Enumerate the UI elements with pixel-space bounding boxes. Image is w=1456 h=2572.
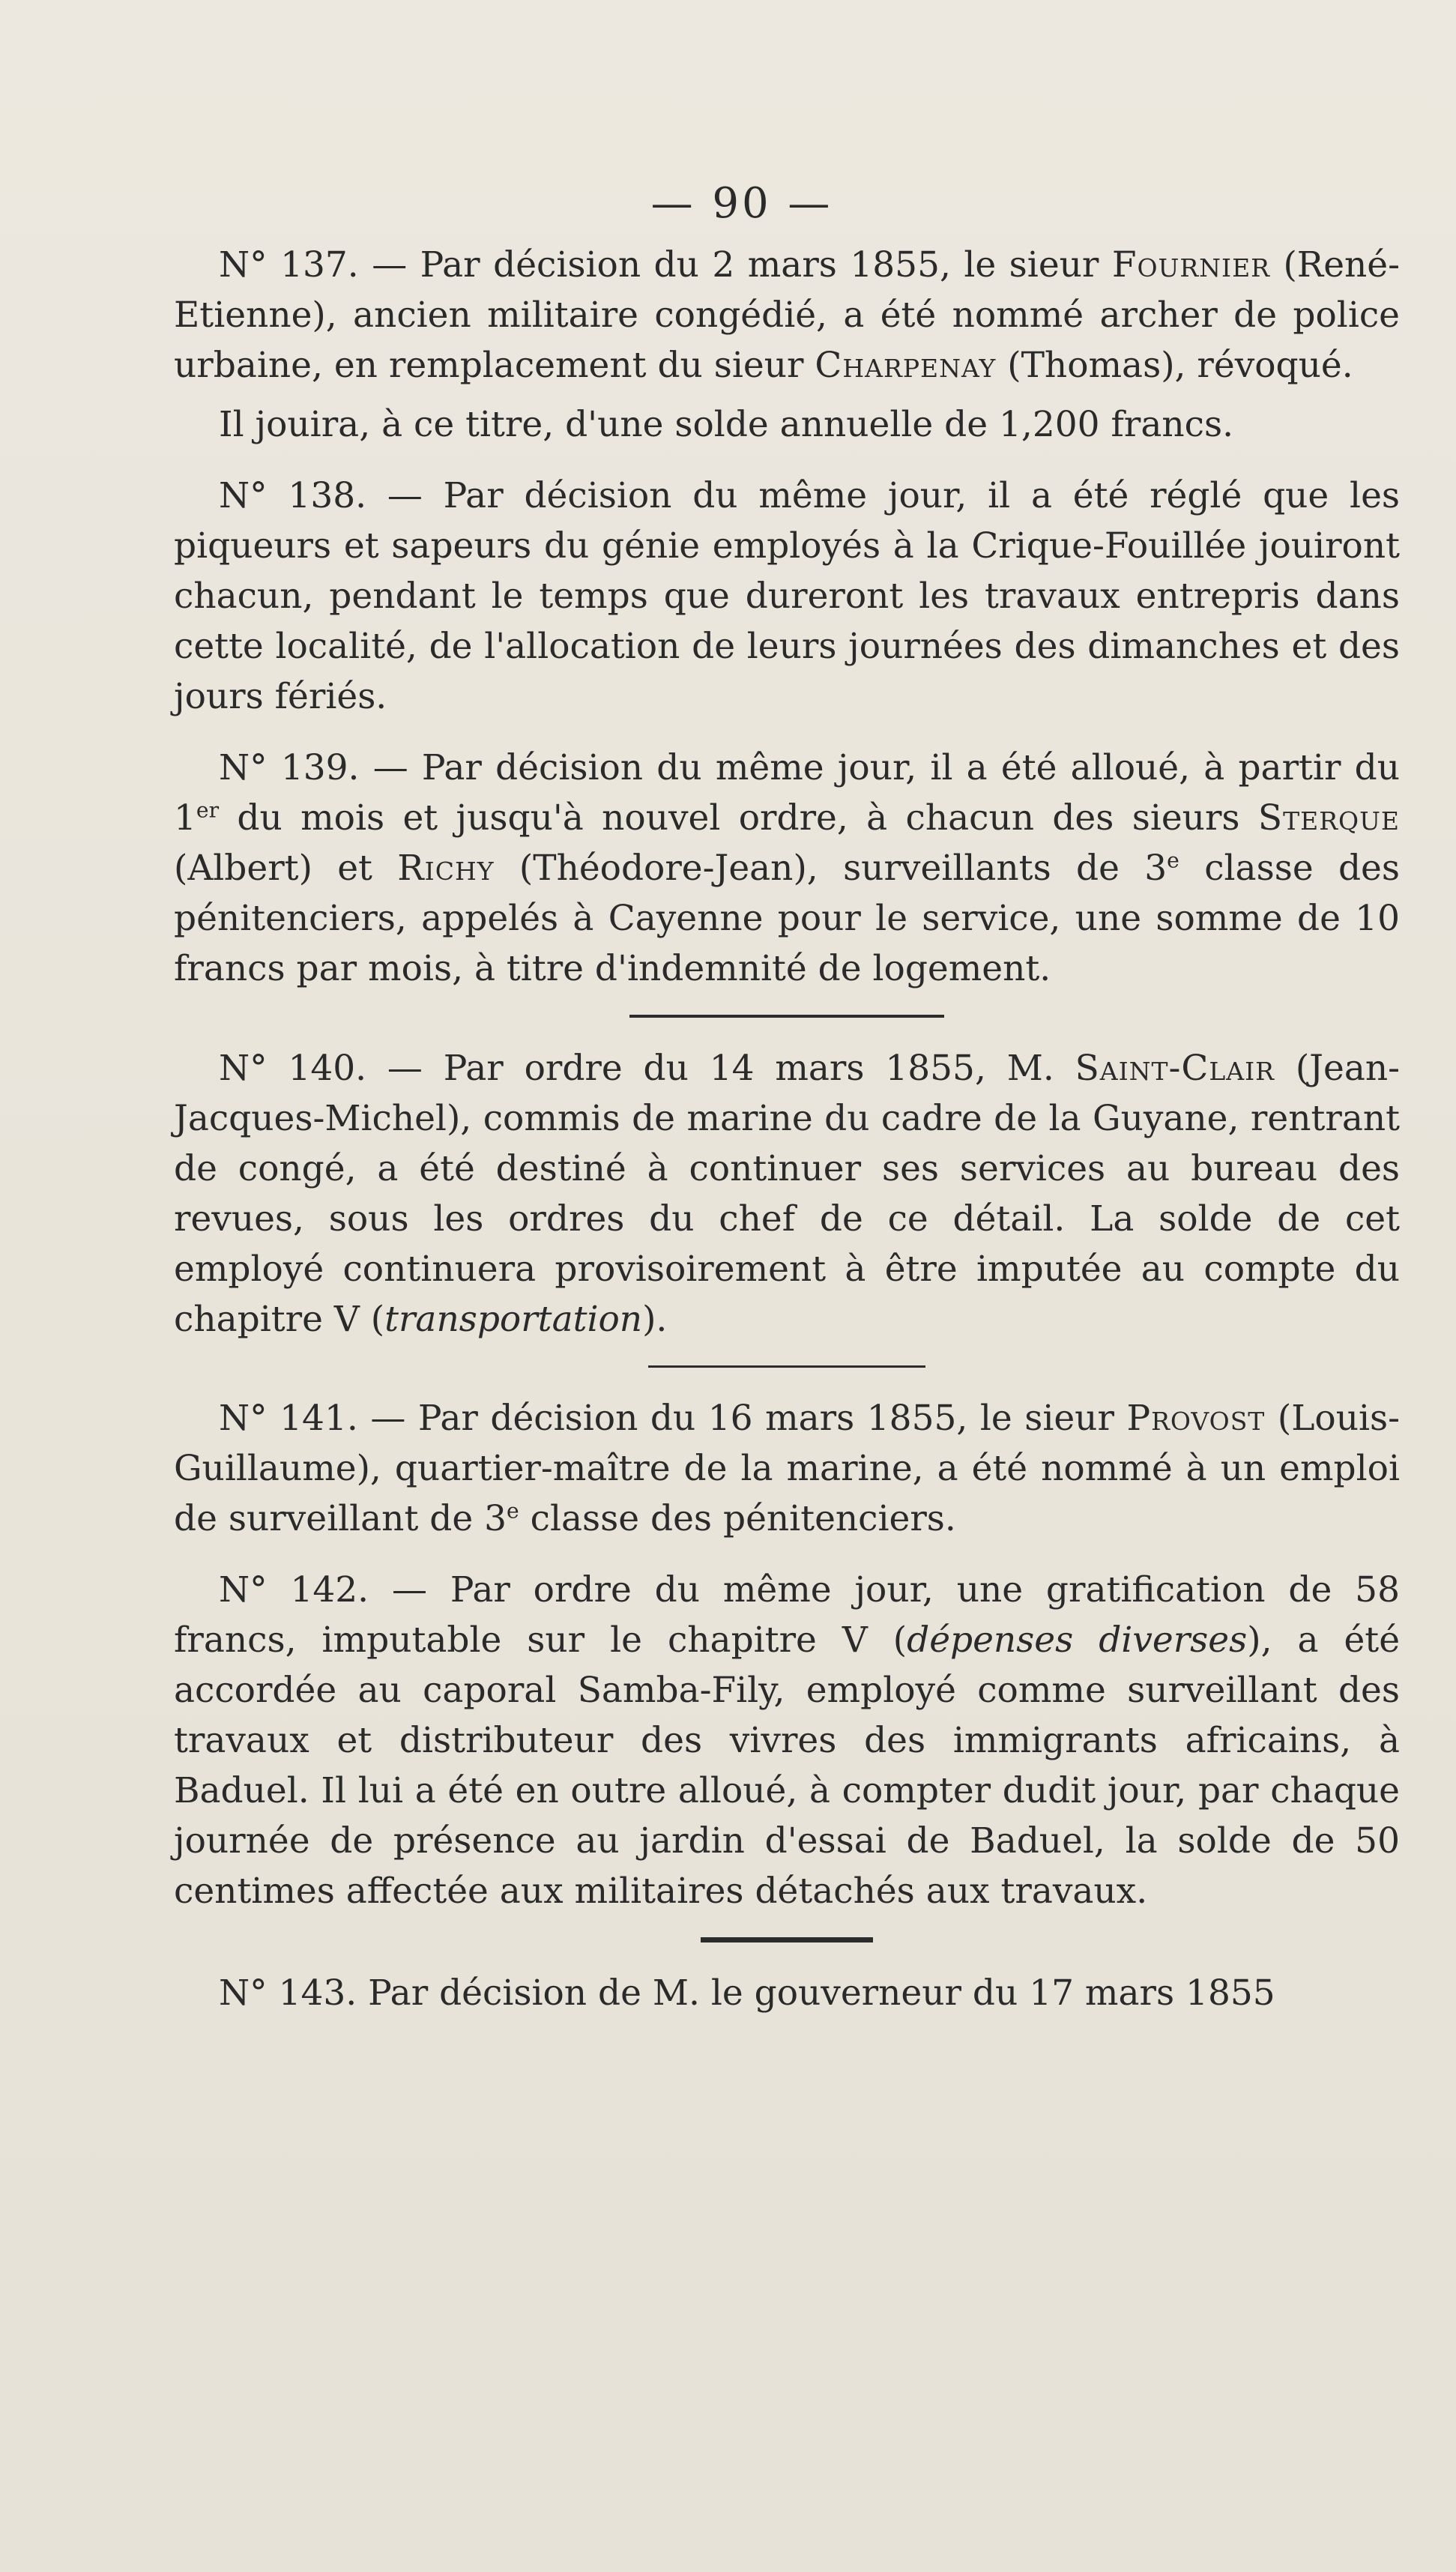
entry-141: N° 141. — Par décision du 16 mars 1855, le sieur Provost (Louis-Guillaume), quartier-maître de la marine, a été nommé à un emploi de surveillant de 3e classe des pénitenciers. xyxy=(174,1398,1400,1539)
section-divider xyxy=(629,1015,944,1018)
entry-137: N° 137. — Par décision du 2 mars 1855, le sieur Fournier (René-Etienne), ancien militaire congédié, a été nommé archer de police urbaine, en remplacement du sieur Charpenay (Thomas), révoqué. xyxy=(174,244,1400,386)
person-name: Charpenay xyxy=(815,345,997,386)
person-name: Provost xyxy=(1126,1398,1266,1439)
entry-number: N° 140. xyxy=(219,1048,367,1089)
section-divider xyxy=(701,1937,873,1942)
entry-138: N° 138. — Par décision du même jour, il a été réglé que les piqueurs et sapeurs du génie employés à la Crique-Fouillée jouiront chacun, pendant le temps que dureront les travaux entrepris dans cette localité, de l'allocation de leurs journées des dimanches et des jours fériés. xyxy=(174,475,1400,717)
page-content xyxy=(174,174,1400,2018)
entry-number: N° 137. xyxy=(219,244,359,286)
section-divider xyxy=(648,1365,925,1368)
entry-number: N° 138. xyxy=(219,475,367,516)
entry-139: N° 139. — Par décision du même jour, il a été alloué, à partir du 1er du mois et jusqu'à nouvel ordre, à chacun des sieurs Sterque (Albert) et Richy (Théodore-Jean), surveillants de 3e classe des pénitenciers, appelés à Cayenne pour le service, une somme de 10 francs par mois, à titre d'indemnité de logement. xyxy=(174,747,1400,989)
entry-142: N° 142. — Par ordre du même jour, une gratification de 58 francs, imputable sur le chapitre V (dépenses diverses), a été accordée au caporal Samba-Fily, employé comme surveillant des travaux et distributeur des vivres des immigrants africains, à Baduel. Il lui a été en outre alloué, à compter dudit jour, par chaque journée de présence au jardin d'essai de Baduel, la solde de 50 centimes affectée aux militaires détachés aux travaux. xyxy=(174,1569,1401,1912)
entry-137-note: Il jouira, à ce titre, d'une solde annuelle de 1,200 francs. xyxy=(219,404,1234,445)
entry-140: N° 140. — Par ordre du 14 mars 1855, M. Saint-Clair (Jean-Jacques-Michel), commis de marine du cadre de la Guyane, rentrant de congé, a été destiné à continuer ses services au bureau des revues, sous les ordres du chef de ce détail. La solde de cet employé continuera provisoirement à être imputée au compte du chapitre V (transportation). xyxy=(174,1048,1401,1340)
person-name: Sterque xyxy=(1257,797,1400,839)
entry-number: N° 139. xyxy=(219,747,360,788)
person-name: Fournier xyxy=(1111,244,1271,286)
entry-number: N° 141. xyxy=(219,1398,358,1439)
entry-number: N° 142. xyxy=(219,1569,369,1610)
person-name: Richy xyxy=(397,848,495,889)
page-number: — 90 — xyxy=(650,179,833,228)
person-name: Saint-Clair xyxy=(1075,1048,1275,1089)
entry-number: N° 143. xyxy=(219,1972,357,2014)
entry-143: N° 143. Par décision de M. le gouverneur du 17 mars 1855 xyxy=(219,1972,1275,2014)
